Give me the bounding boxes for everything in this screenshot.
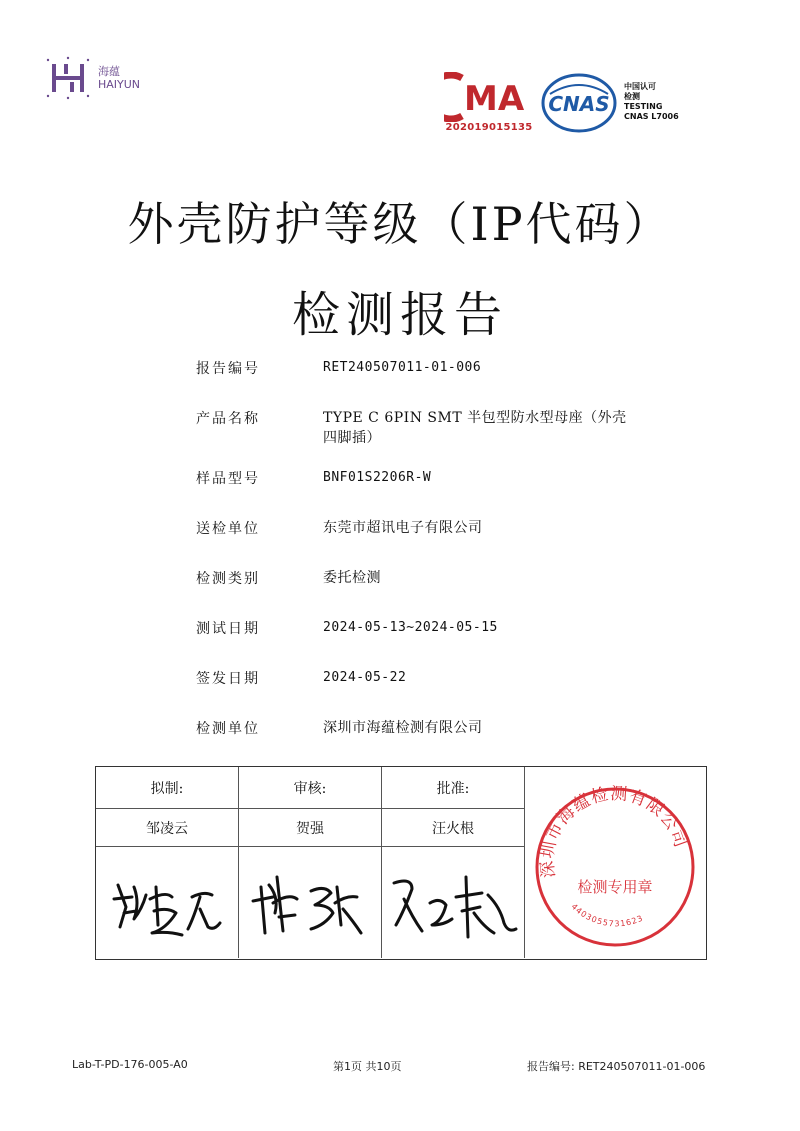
info-row-issue-date: [196, 666, 666, 716]
approval-header-approved: 批准:: [382, 767, 525, 809]
info-value: 2024-05-22: [323, 670, 407, 685]
info-label: 报告编号: [196, 361, 260, 377]
cma-number: 202019015135: [445, 122, 533, 133]
info-value: [323, 406, 653, 448]
info-label: 检测单位: [196, 721, 260, 737]
product-name-line2: 四脚插）: [323, 430, 381, 446]
info-value: BNF01S2206R-W: [323, 470, 432, 485]
approval-name-approved: 汪火根: [382, 809, 525, 847]
handwritten-signature: [239, 847, 382, 958]
cma-logo: [444, 72, 534, 134]
info-row-lab: [196, 716, 666, 766]
signature-reviewed: [239, 847, 382, 958]
approval-header-reviewed: 审核:: [239, 767, 382, 809]
svg-text:检测专用章: 检测专用章: [577, 878, 653, 896]
official-stamp-cell: [525, 767, 706, 958]
cma-icon: [444, 72, 534, 122]
signature-drafted: [96, 847, 239, 958]
approval-name-drafted: 邹凌云: [96, 809, 239, 847]
certification-logos: [444, 72, 679, 134]
info-row-client: [196, 516, 666, 566]
info-label: 样品型号: [196, 471, 260, 487]
official-stamp: [525, 767, 706, 958]
svg-text:4403055731623: 4403055731623: [569, 901, 645, 929]
info-row-test-type: [196, 566, 666, 616]
cnas-side-line: 检测: [624, 92, 640, 101]
info-value: 2024-05-13~2024-05-15: [323, 620, 498, 635]
info-row-test-date: [196, 616, 666, 666]
brand-en: HAIYUN: [98, 78, 141, 91]
svg-text:深圳市海蕴检测有限公司: 深圳市海蕴检测有限公司: [537, 783, 691, 879]
report-info: [196, 356, 666, 766]
info-value: 委托检测: [323, 570, 381, 586]
haiyun-logo-icon: [44, 56, 92, 100]
haiyun-logo: [44, 56, 140, 100]
info-label: 签发日期: [196, 671, 260, 687]
info-row-product-name: [196, 406, 666, 466]
info-row-report-no: [196, 356, 666, 406]
cnas-side-line: CNAS L7006: [624, 112, 679, 121]
info-label: 送检单位: [196, 521, 260, 537]
footer-report-number: 报告编号: RET240507011-01-006: [527, 1060, 706, 1073]
cnas-logo: [540, 72, 618, 134]
approval-name-reviewed: 贺强: [239, 809, 382, 847]
brand-cn: 海蕴: [98, 65, 120, 78]
report-title-line1: 外壳防护等级（IP代码）: [127, 197, 673, 251]
approval-table: [95, 766, 707, 960]
footer-page-number: 第1页 共10页: [333, 1060, 402, 1073]
info-label: 测试日期: [196, 621, 260, 637]
approval-header-drafted: 拟制:: [96, 767, 239, 809]
footer-doc-code: Lab-T-PD-176-005-A0: [72, 1058, 188, 1071]
cnas-icon: [540, 72, 618, 134]
info-label: 检测类别: [196, 571, 260, 587]
info-value: 深圳市海蕴检测有限公司: [323, 720, 483, 736]
report-title-line2: 检测报告: [291, 287, 508, 343]
svg-text:MA: MA: [464, 79, 525, 119]
info-label: 产品名称: [196, 411, 260, 427]
signature-approved: [382, 847, 525, 958]
cnas-side-line: TESTING: [624, 102, 663, 111]
svg-text:CNAS: CNAS: [548, 92, 610, 116]
handwritten-signature: [96, 847, 239, 958]
info-row-model: [196, 466, 666, 516]
product-name-line1: TYPE C 6PIN SMT 半包型防水型母座（外壳: [323, 410, 627, 426]
info-value: RET240507011-01-006: [323, 360, 482, 375]
cnas-side-text: [624, 82, 679, 122]
handwritten-signature: [382, 847, 525, 958]
cnas-side-line: 中国认可: [624, 82, 656, 91]
info-value: 东莞市超讯电子有限公司: [323, 520, 483, 536]
